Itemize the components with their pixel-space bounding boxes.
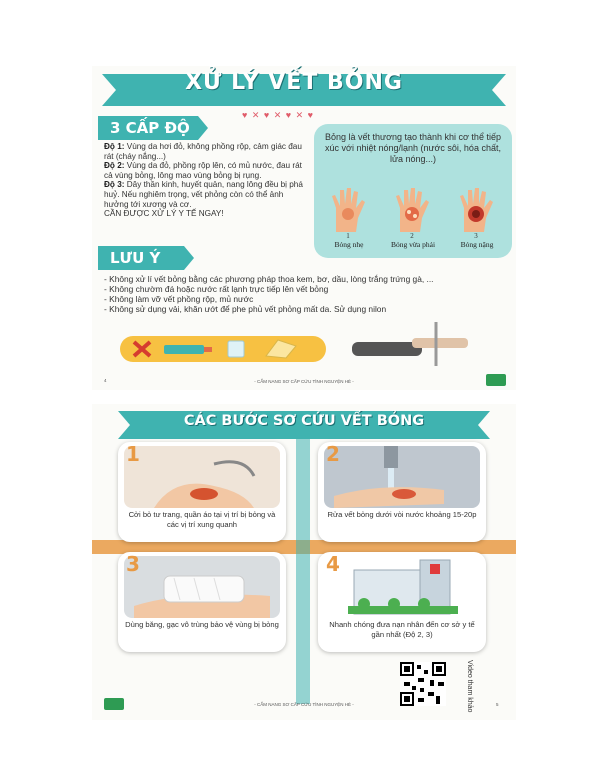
definition-box <box>314 124 512 258</box>
note-item: - Không sử dụng vải, khăn ướt để phe phủ vết phỏng mất da. Sử dụng nilon <box>104 304 387 314</box>
step-text: Nhanh chóng đưa nạn nhân đến cơ sở y tế gần nhất (Độ 2, 3) <box>329 620 475 639</box>
leaf-logo-icon <box>104 698 124 710</box>
step-number: 3 <box>126 552 140 576</box>
cloth-icon <box>266 340 296 358</box>
hospital-image <box>324 556 480 618</box>
step-card-2 <box>318 442 486 542</box>
step-card-4 <box>318 552 486 652</box>
step-text: Dùng băng, gạc vô trùng bảo vệ vùng bị bỏng <box>125 620 279 629</box>
bandage-image <box>124 556 280 618</box>
rinse-water-image <box>324 446 480 508</box>
step-card-3 <box>118 552 286 652</box>
hand-num-1: 1 <box>346 232 350 240</box>
notes-heading: LƯU Ý <box>110 249 161 267</box>
notes-list <box>104 274 508 314</box>
step-text: Cởi bỏ tư trang, quần áo tại vị trí bị bỏng và các vị trí xung quanh <box>128 510 276 529</box>
note-item: - Không xử lí vết bỏng bằng các phương pháp thoa kem, bơ, dầu, lòng trắng trứng gà, ... <box>104 274 434 284</box>
qr-code-icon[interactable] <box>400 662 446 706</box>
hand-moderate-icon <box>390 186 434 232</box>
footer-text: - CẨM NANG SƠ CẤP CỨU TÌNH NGUYỆN HÈ - <box>254 379 354 384</box>
step-number: 1 <box>126 442 140 466</box>
page-title: CÁC BƯỚC SƠ CỨU VẾT BỎNG <box>183 413 425 429</box>
urgent-note: CẦN ĐƯỢC XỬ LÝ Y TẾ NGAY! <box>104 209 224 219</box>
hand-mild-icon <box>326 186 370 232</box>
decoration: ♥ ✕ ♥ ✕ ♥ ✕ ♥ <box>242 110 315 120</box>
level-2: Độ 2: Vùng da đỏ, phồng rộp lên, có mủ nước, đau rát cả vùng bỏng, lông mao vùng bỏng bị rụng. <box>104 161 302 180</box>
undress-image <box>124 446 280 508</box>
level-1: Độ 1: Vùng da hơi đỏ, không phồng rộp, cảm giác đau rát (cháy nắng...) <box>104 142 302 161</box>
levels-list <box>104 142 304 219</box>
footer-text: - CẨM NANG SƠ CẤP CỨU TÌNH NGUYỆN HÈ - <box>254 702 354 707</box>
video-reference-label: Video tham khảo <box>466 660 473 713</box>
notes-heading-tag <box>98 246 194 270</box>
step-number: 2 <box>326 442 340 466</box>
leaf-logo-icon <box>486 374 506 386</box>
cross-icon <box>134 342 150 356</box>
levels-heading-tag <box>98 116 208 140</box>
hand-num-2: 2 <box>410 232 414 240</box>
hand-severe-icon <box>454 186 498 232</box>
page-first-aid-steps <box>92 404 516 720</box>
hand-num-3: 3 <box>474 232 478 240</box>
levels-heading: 3 CẤP ĐỘ <box>110 119 190 137</box>
hand-label-3: Bỏng nặng <box>460 240 494 249</box>
step-number: 4 <box>326 552 340 576</box>
step-card-1 <box>118 442 286 542</box>
page-number: 4 <box>104 378 107 383</box>
donts-icon-bar <box>120 336 326 362</box>
page-burn-treatment <box>92 66 516 390</box>
page-number: 5 <box>496 702 499 707</box>
definition-text: Bỏng là vết thương tạo thành khi cơ thể tiếp xúc với nhiệt nóng/lạnh (nước sôi, hóa chất, lửa nóng...) <box>325 132 501 164</box>
note-item: - Không chườm đá hoặc nước rất lạnh trực tiếp lên vết bỏng <box>104 284 329 294</box>
ointment-tube-icon <box>164 345 212 354</box>
hand-label-1: Bỏng nhẹ <box>334 240 364 249</box>
rinsing-hands-icon <box>352 322 472 366</box>
level-3: Độ 3: Dây thần kinh, huyết quản, nang lông đều bị phá huỷ. Nếu nghiêm trọng, vết phỏng còn có thể ảnh hưởng tới xương và cơ. <box>104 180 303 209</box>
step-text: Rửa vết bỏng dưới vòi nước khoảng 15-20p <box>327 510 477 519</box>
note-item: - Không làm vỡ vết phồng rộp, mủ nước <box>104 294 254 304</box>
hand-label-2: Bỏng vừa phải <box>390 240 436 249</box>
ice-cube-icon <box>228 341 244 357</box>
page-title: XỬ LÝ VẾT BỎNG <box>185 70 403 95</box>
